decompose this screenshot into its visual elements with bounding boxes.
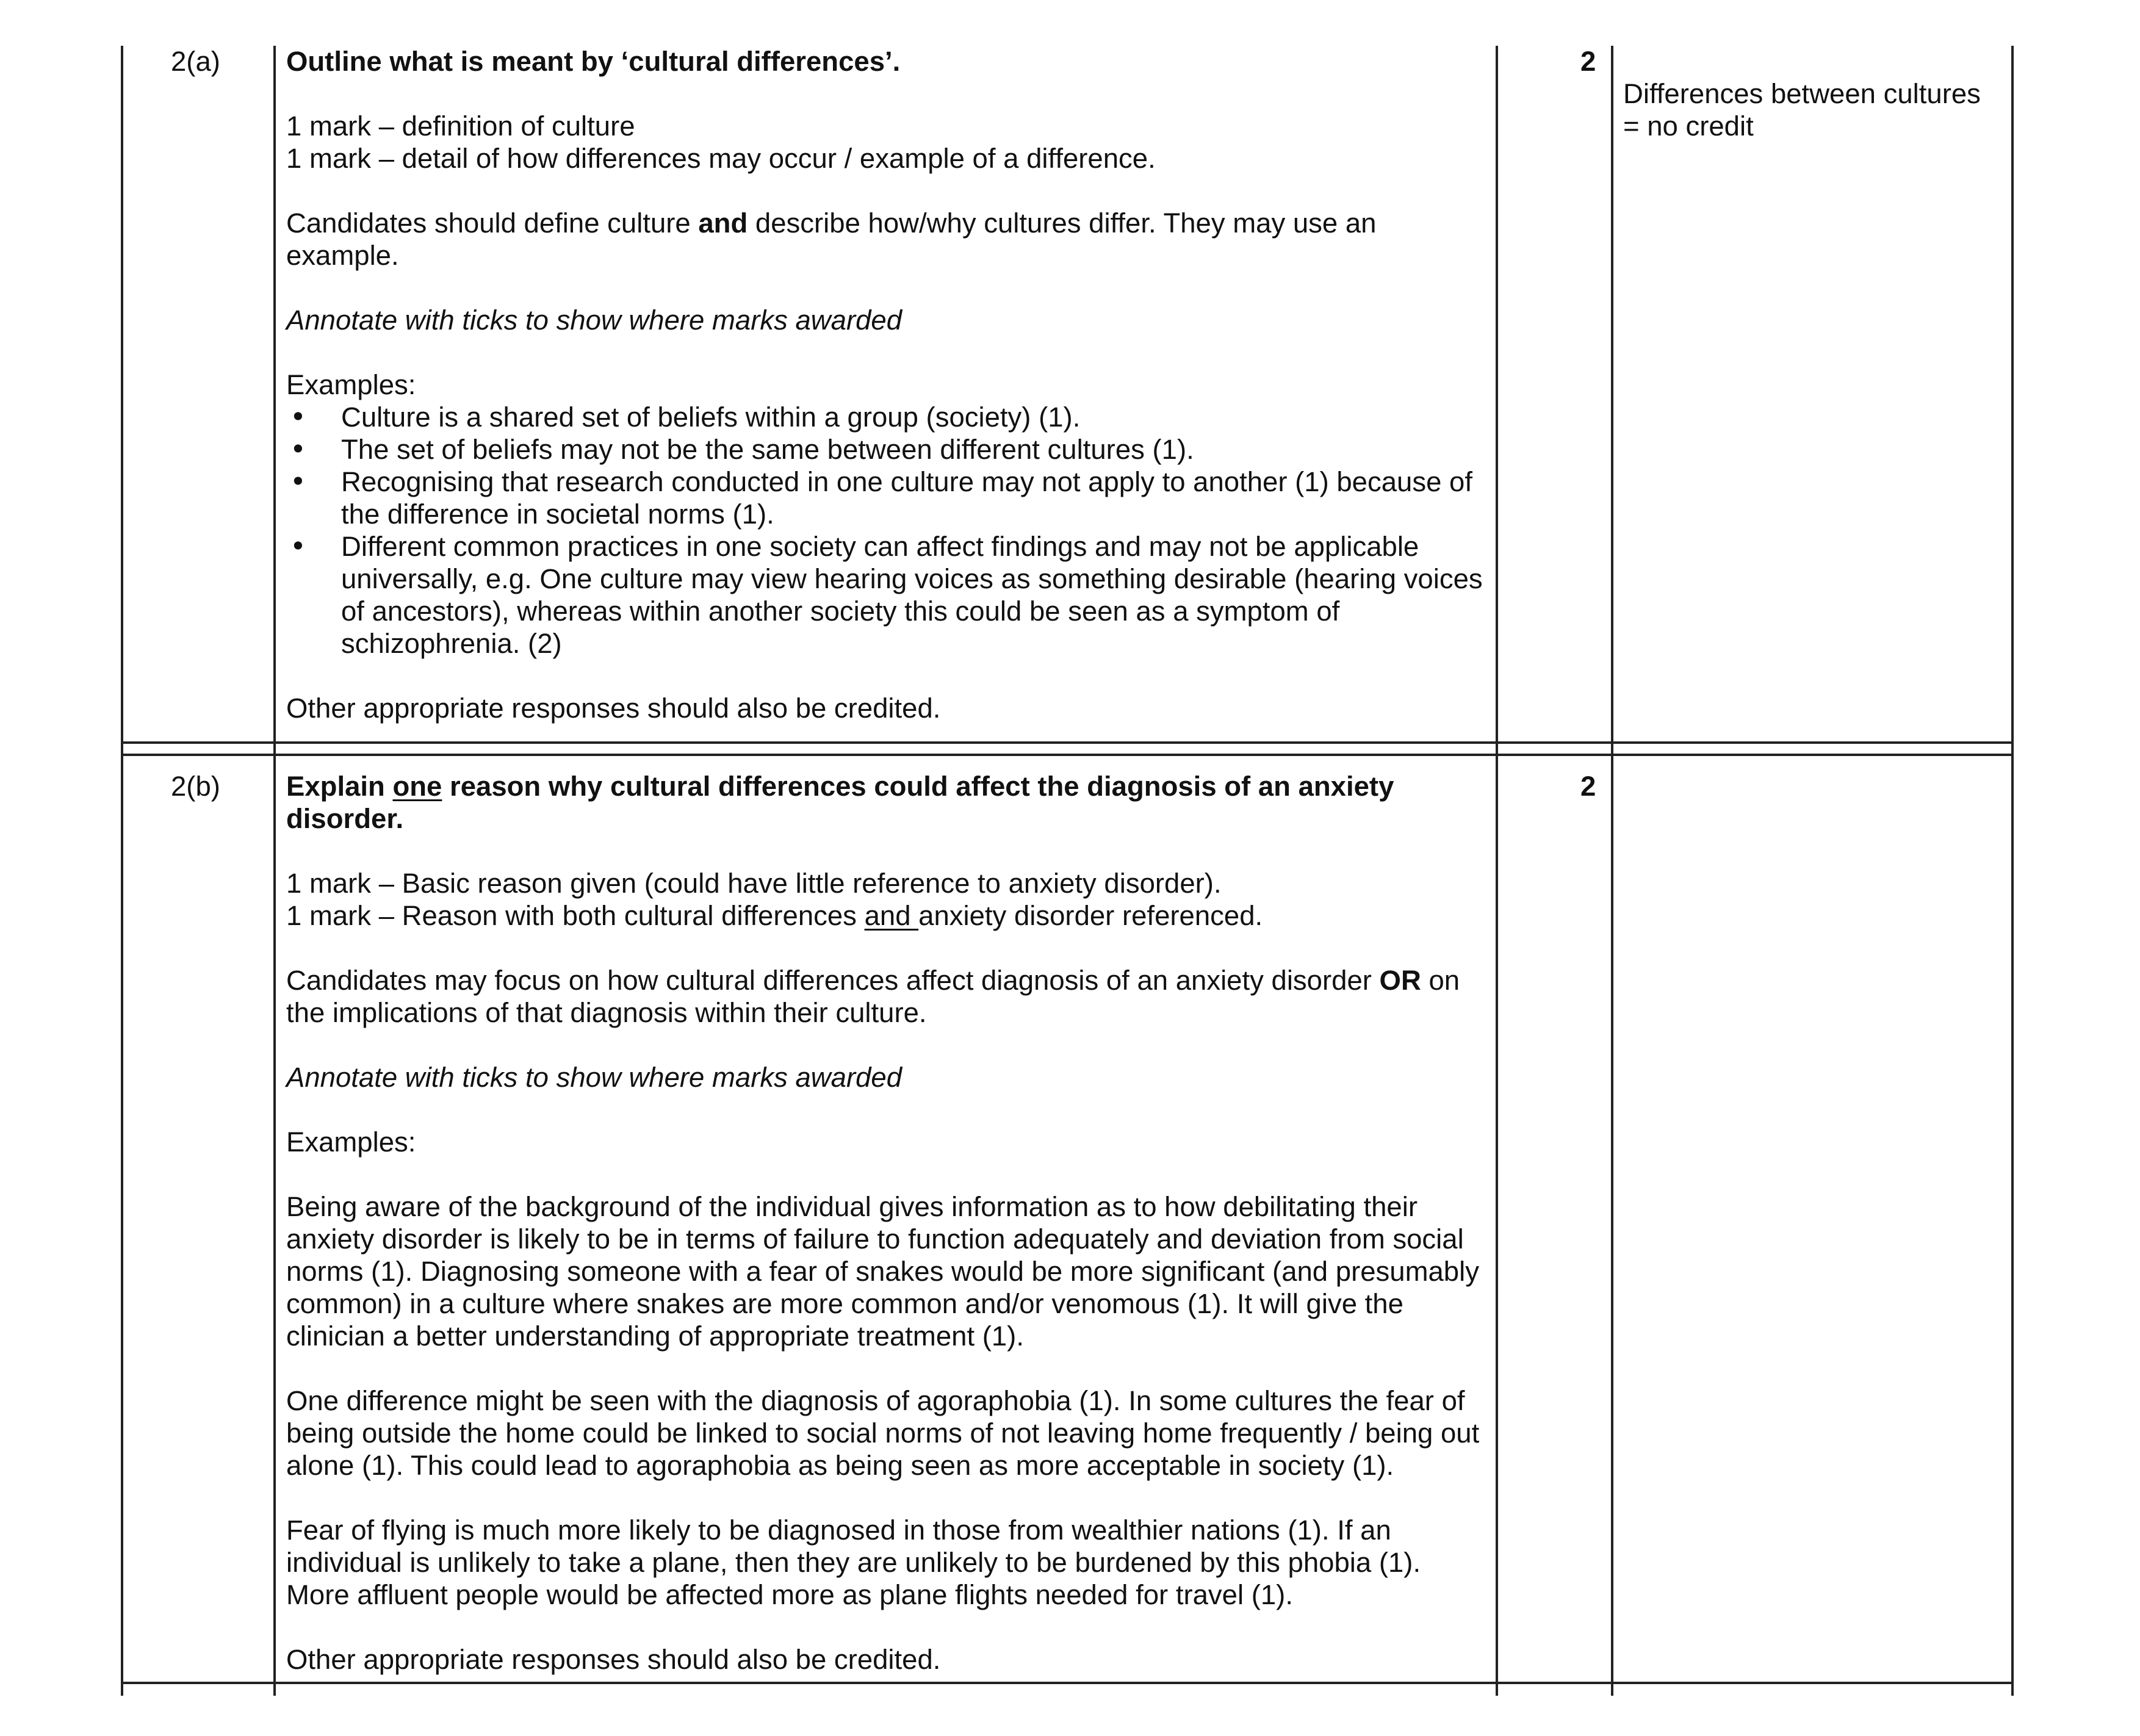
- mark-criterion: 1 mark – definition of culture: [286, 110, 635, 142]
- question-number: 2(b): [171, 771, 220, 802]
- question-number: 2(a): [171, 46, 220, 77]
- candidate-guidance: Candidates may focus on how cultural differences affect diagnosis of an anxiety disorder OR on the implications of that diagnosis within their culture.: [286, 965, 1460, 1028]
- list-item: • The set of beliefs may not be the same between different cultures (1).: [286, 433, 1488, 466]
- question-text: Outline what is meant by ‘cultural differences’.: [286, 46, 901, 77]
- answer-cell: [286, 45, 1488, 724]
- row-separator-top: [121, 741, 2014, 744]
- row-separator-bottom: [121, 754, 2014, 756]
- mark-criterion: 1 mark – Reason with both cultural differences and anxiety disorder referenced.: [286, 900, 1263, 931]
- column-divider-marks: [1611, 46, 1613, 1696]
- table-border-left: [121, 46, 123, 1696]
- marks-value: 2: [1580, 46, 1596, 77]
- column-divider-question: [273, 46, 276, 1696]
- list-item: • Culture is a shared set of beliefs within a group (society) (1).: [286, 401, 1488, 433]
- example-paragraph: Fear of flying is much more likely to be diagnosed in those from wealthier nations (1). If an individual is unlikely to take a plane, then they are unlikely to be burdened by this phobia (1). More affluent people would be affected more as plane flights needed for travel (1).: [286, 1514, 1421, 1610]
- example-paragraph: Being aware of the background of the individual gives information as to how debilitating their anxiety disorder is likely to be in terms of failure to function adequately and deviation from social norms (1). Diagnosing someone with a fear of snakes would be more significant (and presumably common) in a culture where snakes are more common and/or venomous (1). It will give the clinician a better understanding of appropriate treatment (1).: [286, 1191, 1479, 1352]
- guidance-note: Differences between cultures = no credit: [1623, 78, 1981, 142]
- mark-criterion: 1 mark – Basic reason given (could have little reference to anxiety disorder).: [286, 868, 1222, 899]
- table-border-right: [2011, 46, 2014, 1696]
- question-text: Explain one reason why cultural differences could affect the diagnosis of an anxiety disorder.: [286, 771, 1394, 834]
- annotation-instruction: Annotate with ticks to show where marks awarded: [286, 304, 902, 336]
- examples-label: Examples:: [286, 1126, 416, 1158]
- candidate-guidance: Candidates should define culture and describe how/why cultures differ. They may use an example.: [286, 207, 1377, 271]
- column-divider-answer: [1496, 46, 1498, 1696]
- other-responses-note: Other appropriate responses should also be credited.: [286, 1644, 941, 1675]
- table-border-bottom: [121, 1682, 2014, 1684]
- annotation-instruction: Annotate with ticks to show where marks awarded: [286, 1062, 902, 1093]
- list-item: • Recognising that research conducted in one culture may not apply to another (1) because of the difference in societal norms (1).: [286, 466, 1488, 530]
- list-item: • Different common practices in one society can affect findings and may not be applicable universally, e.g. One culture may view hearing voices as something desirable (hearing voices of ancestors), whereas within another society this could be seen as a symptom of schizophrenia. (2): [286, 530, 1488, 660]
- other-responses-note: Other appropriate responses should also be credited.: [286, 693, 941, 724]
- mark-criterion: 1 mark – detail of how differences may occur / example of a difference.: [286, 143, 1156, 174]
- marks-value: 2: [1580, 771, 1596, 802]
- example-paragraph: One difference might be seen with the diagnosis of agoraphobia (1). In some cultures the fear of being outside the home could be linked to social norms of not leaving home frequently / being out alone (1). This could lead to agoraphobia as being seen as more acceptable in society (1).: [286, 1385, 1480, 1481]
- examples-list: [286, 401, 1488, 660]
- answer-cell: [286, 770, 1488, 1676]
- examples-label: Examples:: [286, 369, 416, 400]
